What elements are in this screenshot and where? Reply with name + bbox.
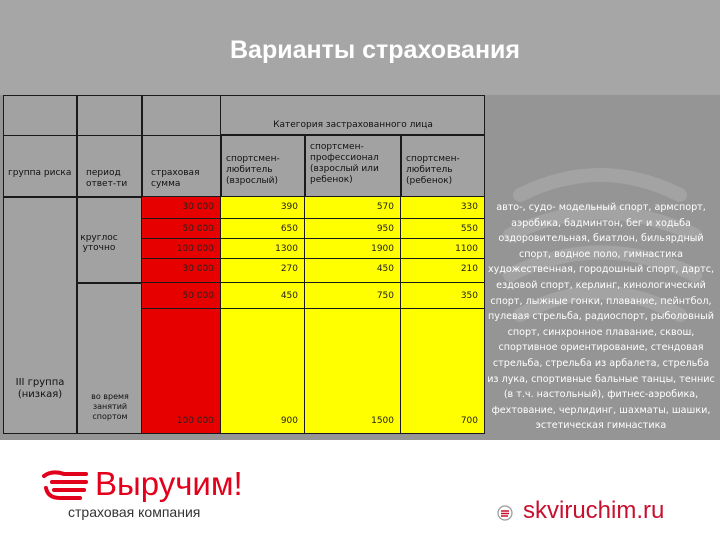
- header-col2-top: [77, 95, 142, 135]
- sum-cell: 30 000: [142, 197, 221, 219]
- sports-list: авто-, судо- модельный спорт, армспорт, аэробика, бадминтон, бег и ходьба оздоровительная, биатлон, бильярдный спорт, водное поло, гимнастика художественная, городошный спорт, дартс, ездовой спорт, керлинг, кинологический спорт, лыжные гонки, плавание, пейнтбол, пулевая стрельба, радиоспорт, рыболовный спорт, синхронное плавание, сквош, спортивное ориентирование, стендовая стрельба, стрельба из арбалета, стрельба из лука, спортивные бальные танцы, теннис (в т.ч. настольный), фитнес-аэробика, фехтование, черлидинг, шахматы, шашки, эстетическая гимнастика: [487, 202, 715, 432]
- premium-adult: 270: [221, 259, 305, 283]
- premium-adult: 1300: [221, 239, 305, 259]
- header-period: период ответ-ти: [77, 135, 142, 197]
- sum-cell: 50 000: [142, 219, 221, 239]
- sum-cell: 100 000: [142, 309, 221, 434]
- period-round-clock: круглосуточно: [80, 233, 118, 253]
- header-professional: спортсмен-профессионал (взрослый или ребенок): [305, 135, 401, 197]
- risk-group-value: III группа (низкая): [15, 377, 65, 400]
- site-logo-icon: [497, 505, 513, 521]
- premium-pro: 450: [305, 259, 401, 283]
- premium-adult: 650: [221, 219, 305, 239]
- sum-cell: 30 000: [142, 259, 221, 283]
- premium-child: 700: [401, 309, 485, 434]
- premium-child: 550: [401, 219, 485, 239]
- header-col3-top: [142, 95, 221, 135]
- sum-cell: 50 000: [142, 283, 221, 309]
- category-header: Категория застрахованного лица: [273, 120, 433, 130]
- premium-child: 210: [401, 259, 485, 283]
- period-during-sport: во время занятий спортом: [91, 392, 129, 421]
- brand-tagline: страховая компания: [68, 504, 201, 520]
- premium-adult: 390: [221, 197, 305, 219]
- premium-pro: 1500: [305, 309, 401, 434]
- header-col1-top: [3, 95, 77, 135]
- premium-adult: 450: [221, 283, 305, 309]
- header-child-amateur: спортсмен-любитель (ребенок): [401, 135, 485, 197]
- premium-child: 350: [401, 283, 485, 309]
- header-risk-group: группа риска: [3, 135, 77, 197]
- premium-pro: 950: [305, 219, 401, 239]
- premium-pro: 1900: [305, 239, 401, 259]
- sum-cell: 100 000: [142, 239, 221, 259]
- premium-adult: 900: [221, 309, 305, 434]
- website-link[interactable]: skviruchim.ru: [523, 497, 665, 524]
- brand-name: Выручим!: [95, 465, 243, 502]
- slide-title: Варианты страхования: [229, 36, 520, 64]
- hand-logo-icon: [40, 468, 90, 502]
- premium-child: 1100: [401, 239, 485, 259]
- premium-pro: 570: [305, 197, 401, 219]
- premium-child: 330: [401, 197, 485, 219]
- header-sum: страховая сумма: [142, 135, 221, 197]
- header-adult-amateur: спортсмен-любитель (взрослый): [221, 135, 305, 197]
- premium-pro: 750: [305, 283, 401, 309]
